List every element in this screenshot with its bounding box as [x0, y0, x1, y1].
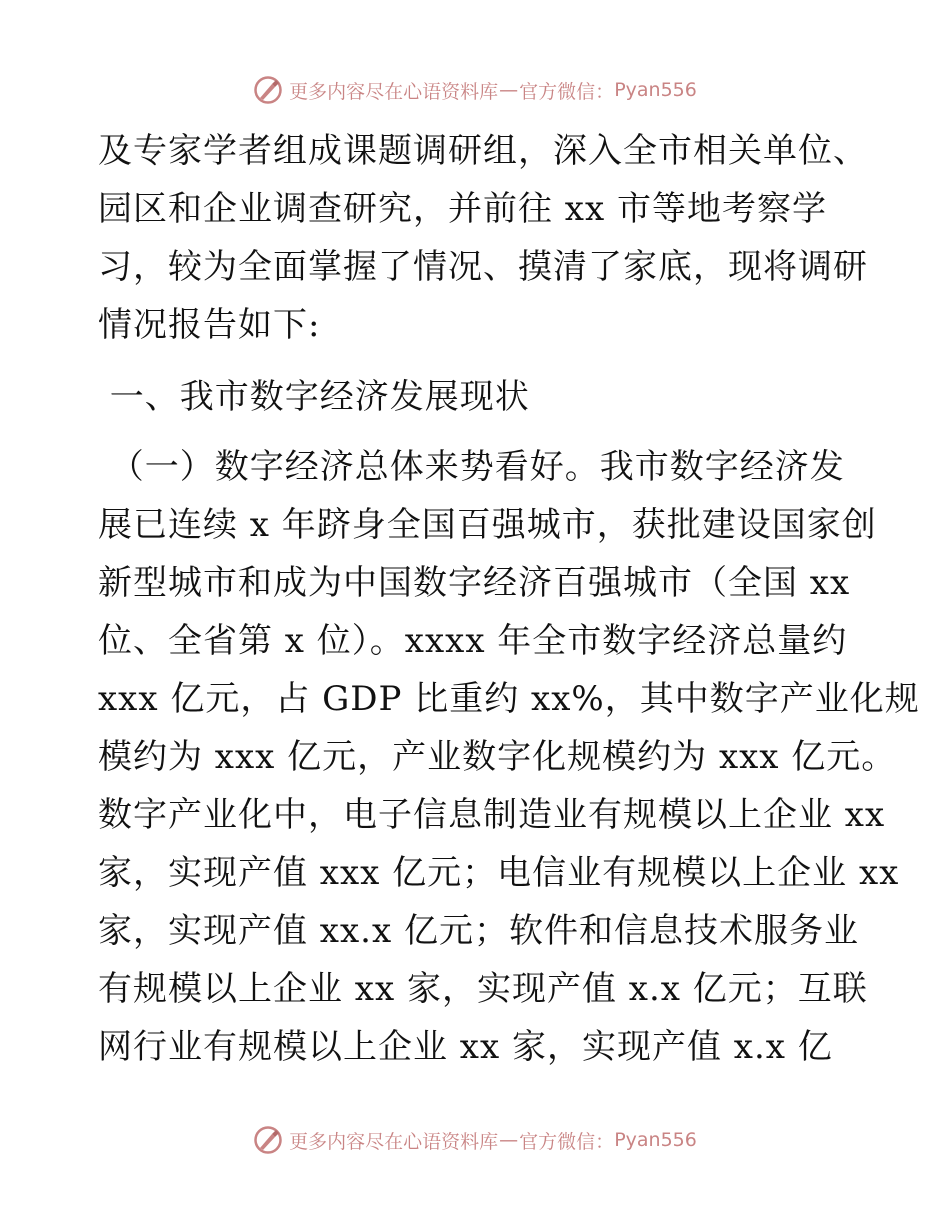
text-line: 数字产业化中，电子信息制造业有规模以上企业 xx: [98, 795, 886, 835]
pen-logo-icon: [253, 1125, 283, 1155]
watermark-wechat-id: Pyan556: [614, 79, 697, 101]
text-line: （一）数字经济总体来势看好。我市数字经济发: [98, 447, 845, 487]
text-line: 园区和企业调查研究，并前往 xx 市等地考察学: [98, 189, 827, 229]
header-watermark: [0, 75, 950, 105]
text-line: 及专家学者组成课题调研组，深入全市相关单位、: [98, 131, 868, 171]
text-line: 习，较为全面掌握了情况、摸清了家底，现将调研: [98, 247, 868, 287]
section-heading: 一、我市数字经济发展现状: [98, 377, 530, 417]
text-line: 家，实现产值 xx.x 亿元；软件和信息技术服务业: [98, 911, 859, 951]
text-line: 有规模以上企业 xx 家，实现产值 x.x 亿元；互联: [98, 969, 868, 1009]
watermark-dash: —: [499, 79, 519, 101]
text-line: 家，实现产值 xxx 亿元；电信业有规模以上企业 xx: [98, 853, 900, 893]
paragraph-intro: [98, 122, 868, 354]
paragraph-status: [98, 438, 920, 1076]
text-line: 展已连续 x 年跻身全国百强城市，获批建设国家创: [98, 505, 877, 545]
text-line: 情况报告如下:: [98, 305, 321, 345]
text-line: xxx 亿元，占 GDP 比重约 xx%，其中数字产业化规: [98, 679, 920, 719]
footer-watermark: [0, 1125, 950, 1155]
watermark-site-text: 更多内容尽在心语资料库: [289, 1130, 499, 1153]
watermark-official-label: 官方微信：: [519, 1130, 615, 1153]
watermark-wechat-id: Pyan556: [614, 1129, 697, 1151]
watermark-dash: —: [499, 1129, 519, 1151]
document-body: [98, 122, 920, 1076]
watermark-official-label: 官方微信：: [519, 80, 615, 103]
text-line: 网行业有规模以上企业 xx 家，实现产值 x.x 亿: [98, 1027, 833, 1067]
text-line: 模约为 xxx 亿元，产业数字化规模约为 xxx 亿元。: [98, 737, 897, 777]
text-line: 新型城市和成为中国数字经济百强城市（全国 xx: [98, 563, 851, 603]
text-line: 位、全省第 x 位）。xxxx 年全市数字经济总量约: [98, 621, 848, 661]
watermark-site-text: 更多内容尽在心语资料库: [289, 80, 499, 103]
pen-logo-icon: [253, 75, 283, 105]
